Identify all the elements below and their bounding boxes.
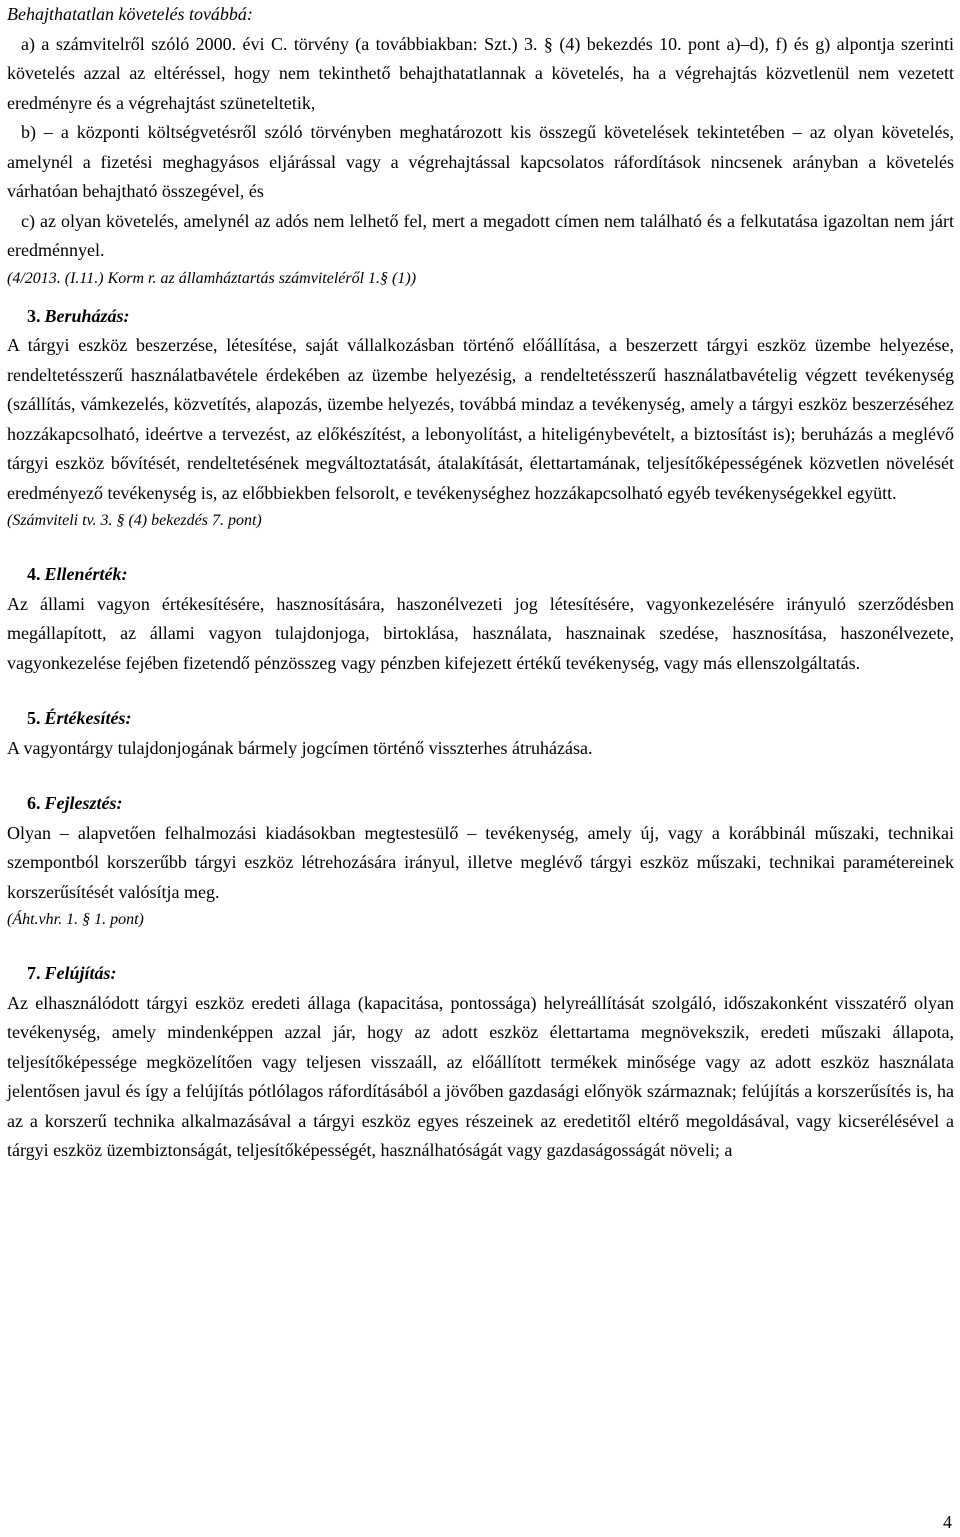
intro-citation: (4/2013. (I.11.) Korm r. az államháztartás számviteléről 1.§ (1))	[7, 269, 417, 287]
section-title: Beruházás:	[44, 305, 130, 326]
section-title: Ellenérték:	[44, 564, 128, 584]
section-5-heading	[7, 704, 954, 734]
section-4-heading	[7, 560, 954, 590]
section-7-body: Az elhasználódott tárgyi eszköz eredeti állaga (kapacitása, pontossága) helyreállítását szolgáló, időszakonként visszatérő olyan tevékenység, amely mindenképpen azzal jár, hogy az adott eszköz élettartama megnövekszik, eredeti műszaki állapota, teljesítőképessége megközelítően vagy teljesen visszaáll, az előállított termékek minősége vagy az adott eszköz használata jelentősen javul és így a felújítás pótlólagos ráfordításából a jövőben gazdasági előnyök származnak; felújítás a korszerűsítés is, ha az a korszerű technika alkalmazásával a tárgyi eszköz egyes részeinek az eredetitől eltérő megoldásával, vagy kicserélésével a tárgyi eszköz üzembiztonságát, teljesítőképességét, használhatóságát vagy gazdaságosságát növeli; a	[7, 992, 954, 1160]
intro-item-c: c) az olyan követelés, amelynél az adós nem lelhető fel, mert a megadott címen nem található és a felkutatása igazoltan nem járt eredménnyel.	[7, 210, 954, 260]
intro-item-a: a) a számvitelről szóló 2000. évi C. törvény (a továbbiakban: Szt.) 3. § (4) bekezdés 10. pont a)–d), f) és g) alpontja szerinti követelés azzal az eltéréssel, hogy nem tekinthető behajthatatlannak a követelés, ha a végrehajtás közvetlenül nem vezetett eredményre és a végrehajtást szüneteltetik,	[7, 33, 954, 113]
intro-item-b: b) – a központi költségvetésről szóló törvényben meghatározott kis összegű követelések tekintetében – az olyan követelés, amelynél a fizetési meghagyásos eljárással vagy a végrehajtással kapcsolatos ráfordítások nincsenek arányban a követelés várhatóan behajtható összegével, és	[7, 122, 954, 201]
section-7-heading	[7, 959, 954, 989]
section-6-citation: (Áht.vhr. 1. § 1. pont)	[7, 911, 144, 928]
section-title: Fejlesztés:	[44, 793, 123, 813]
page-number: 4	[943, 1512, 952, 1532]
intro-heading: Behajthatatlan követelés továbbá:	[7, 4, 253, 24]
section-3-citation: (Számviteli tv. 3. § (4) bekezdés 7. pont)	[7, 512, 262, 529]
section-number: 7.	[27, 963, 41, 983]
section-number: 4.	[27, 564, 41, 584]
document-page	[7, 0, 954, 1166]
section-number: 5.	[27, 708, 41, 728]
section-6-body: Olyan – alapvetően felhalmozási kiadásokban megtestesülő – tevékenység, amely új, vagy a korábbinál műszaki, technikai szempontból korszerűbb tárgyi eszköz létrehozására irányul, illetve meglévő tárgyi eszköz műszaki, technikai paramétereinek korszerűsítését valósítja meg.	[7, 822, 954, 902]
section-3-body: A tárgyi eszköz beszerzése, létesítése, saját vállalkozásban történő előállítása, a beszerzett tárgyi eszköz üzembe helyezése, rendeltetésszerű használatbavétele érdekében az üzembe helyezésig, a rendeltetésszerű használatbavételig végzett tevékenység (szállítás, vámkezelés, közvetítés, alapozás, üzembe helyezés, továbbá mindaz a tevékenység, amely a tárgyi eszköz beszerzéséhez hozzákapcsolható, ideértve a tervezést, az előkészítést, a lebonyolítást, a hiteligénybevételt, a biztosítást is); beruházás a meglévő tárgyi eszköz bővítését, rendeltetésének megváltoztatását, átalakítását, élettartamának, teljesítőképességének közvetlen növelését eredményező tevékenység is, az előbbiekben felsorolt, e tevékenységhez hozzákapcsolható egyéb tevékenységekkel együtt.	[7, 335, 954, 503]
section-4-body: Az állami vagyon értékesítésére, hasznosítására, haszonélvezeti jog létesítésére, vagyonkezelésére irányuló szerződésben megállapított, az állami vagyon tulajdonjoga, birtoklása, használata, hasznainak szedése, hasznosítása, haszonélvezete, vagyonkezelése fejében fizetendő pénzösszeg vagy pénzben kifejezett értékű tevékenység, vagy más ellenszolgáltatás.	[7, 593, 954, 673]
section-title: Értékesítés:	[44, 708, 132, 728]
section-5-body: A vagyontárgy tulajdonjogának bármely jogcímen történő visszterhes átruházása.	[7, 737, 593, 758]
section-title: Felújítás:	[44, 963, 117, 983]
section-number: 3.	[27, 305, 41, 326]
section-6-heading	[7, 789, 954, 819]
section-number: 6.	[27, 793, 41, 813]
section-3-heading	[7, 302, 954, 332]
